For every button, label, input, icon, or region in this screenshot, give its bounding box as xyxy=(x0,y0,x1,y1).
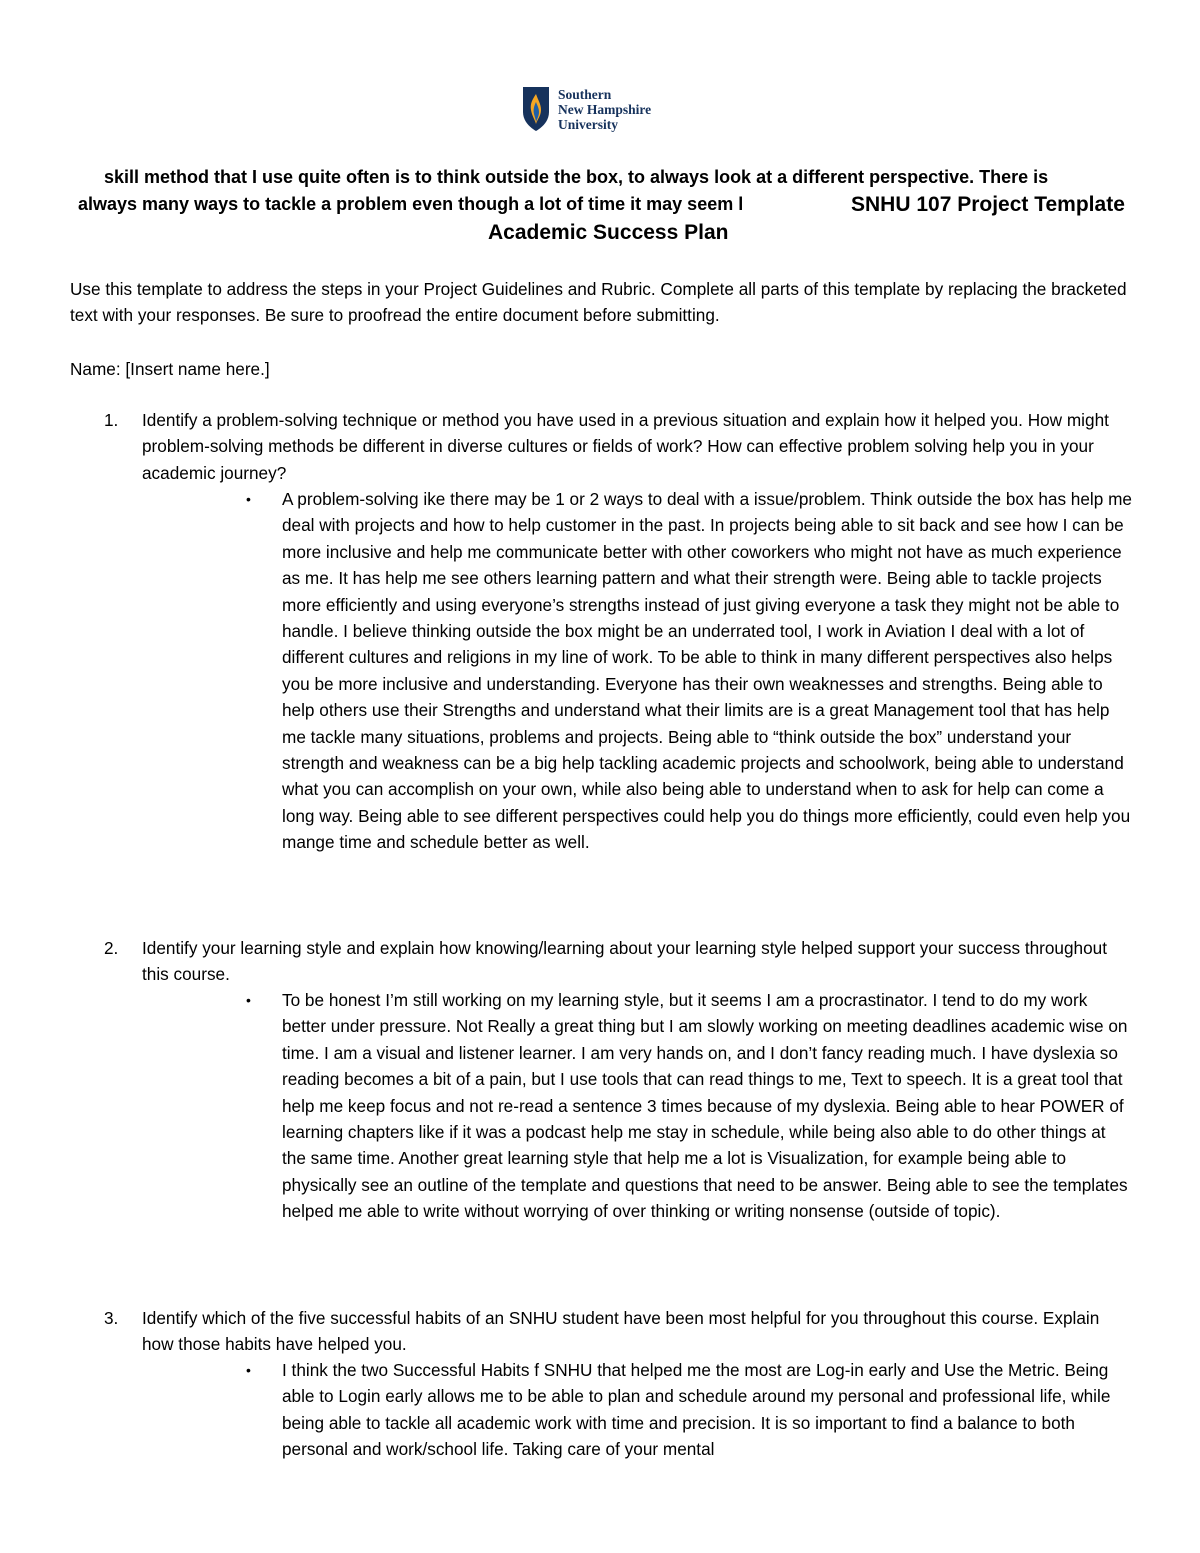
question-number: 2. xyxy=(104,938,119,958)
logo-line-1: Southern xyxy=(558,86,612,102)
answer-2 xyxy=(246,987,1132,1225)
question-text: Identify your learning style and explain how knowing/learning about your learning style helped support your success throughout this course. xyxy=(142,938,1108,985)
overlap-heading-line-2: always many ways to tackle a problem even though a lot of time it may seem l xyxy=(78,194,744,214)
document-title: SNHU 107 Project Template xyxy=(851,193,1125,216)
question-text: Identify a problem-solving technique or method you have used in a previous situation and explain how it helped you. How might problem-solving methods be different in diverse cultures or fields of work? How can effective problem solving help you in your academic journey? xyxy=(142,410,1109,483)
shield-flame-icon xyxy=(522,86,550,132)
logo-wordmark xyxy=(558,87,651,132)
name-line: Name: [Insert name here.] xyxy=(70,359,270,379)
intro-paragraph: Use this template to address the steps in your Project Guidelines and Rubric. Complete all parts of this template by replacing the bracketed text with your responses. Be sure to proofread the entire document before submitting. xyxy=(70,279,1127,326)
bullet-icon: • xyxy=(246,1362,251,1378)
answer-text: To be honest I’m still working on my learning style, but it seems I am a procrastinator. I tend to do my work better under pressure. Not Really a great thing but I am slowly working on meeting deadlines academic wise on time. I am a visual and listener learner. I am very hands on, and I don’t fancy reading much. I have dyslexia so reading becomes a bit of a pain, but I use tools that can read things to me, Text to speech. It is a great tool that help me keep focus and not re-read a sentence 3 times because of my dyslexia. Being able to hear POWER of learning chapters like if it was a podcast help me stay in schedule, while being also able to do other things at the same time. Another great learning style that help me a lot is Visualization, for example being able to physically see an outline of the template and questions that need to be answer. Being able to see the templates helped me able to write without worrying of over thinking or writing nonsense (outside of topic). xyxy=(282,990,1128,1222)
question-3 xyxy=(70,1305,1130,1358)
question-number: 3. xyxy=(104,1308,119,1328)
question-2 xyxy=(70,935,1130,988)
question-1 xyxy=(70,407,1130,486)
answer-3 xyxy=(246,1357,1132,1463)
snhu-logo xyxy=(522,84,651,134)
bullet-icon: • xyxy=(246,491,251,507)
answer-text: I think the two Successful Habits f SNHU that helped me the most are Log-in early and Use the Metric. Being able to Login early allows me to be able to plan and schedule around my personal and professional life, while being able to tackle all academic work with time and precision. It is so important to find a balance to both personal and work/school life. Taking care of your mental xyxy=(282,1360,1111,1460)
question-text: Identify which of the five successful habits of an SNHU student have been most helpful for you throughout this course. Explain how those habits have helped you. xyxy=(142,1308,1100,1355)
overlap-heading-line-1: skill method that I use quite often is to think outside the box, to always look at a different perspective. There is xyxy=(104,167,1049,187)
bullet-icon: • xyxy=(246,992,251,1008)
document-subtitle: Academic Success Plan xyxy=(488,221,729,244)
logo-line-2: New Hampshire xyxy=(558,101,652,117)
answer-text: A problem-solving ike there may be 1 or 2 ways to deal with a issue/problem. Think outside the box has help me deal with projects and how to help customer in the past. In projects being able to sit back and see how I can be more inclusive and help me communicate better with other coworkers who might not have as much experience as me. It has help me see others learning pattern and what their strength were. Being able to tackle projects more efficiently and using everyone’s strengths instead of just giving everyone a task they might not be able to handle. I believe thinking outside the box might be an underrated tool, I work in Aviation I deal with a lot of different cultures and religions in my line of work. To be able to think in many different perspectives also helps you be more inclusive and understanding. Everyone has their own weaknesses and strengths. Being able to help others use their Strengths and understand what their limits are is a great Management tool that has help me tackle many situations, problems and projects. Being able to “think outside the box” understand your strength and weakness can be a big help tackling academic projects and schoolwork, being able to understand what you can accomplish on your own, while also being able to understand when to ask for help can come a long way. Being able to see different perspectives could help you do things more efficiently, could even help you mange time and schedule better as well. xyxy=(282,489,1132,853)
answer-1 xyxy=(246,486,1132,856)
logo-line-3: University xyxy=(558,116,618,132)
question-number: 1. xyxy=(104,410,119,430)
